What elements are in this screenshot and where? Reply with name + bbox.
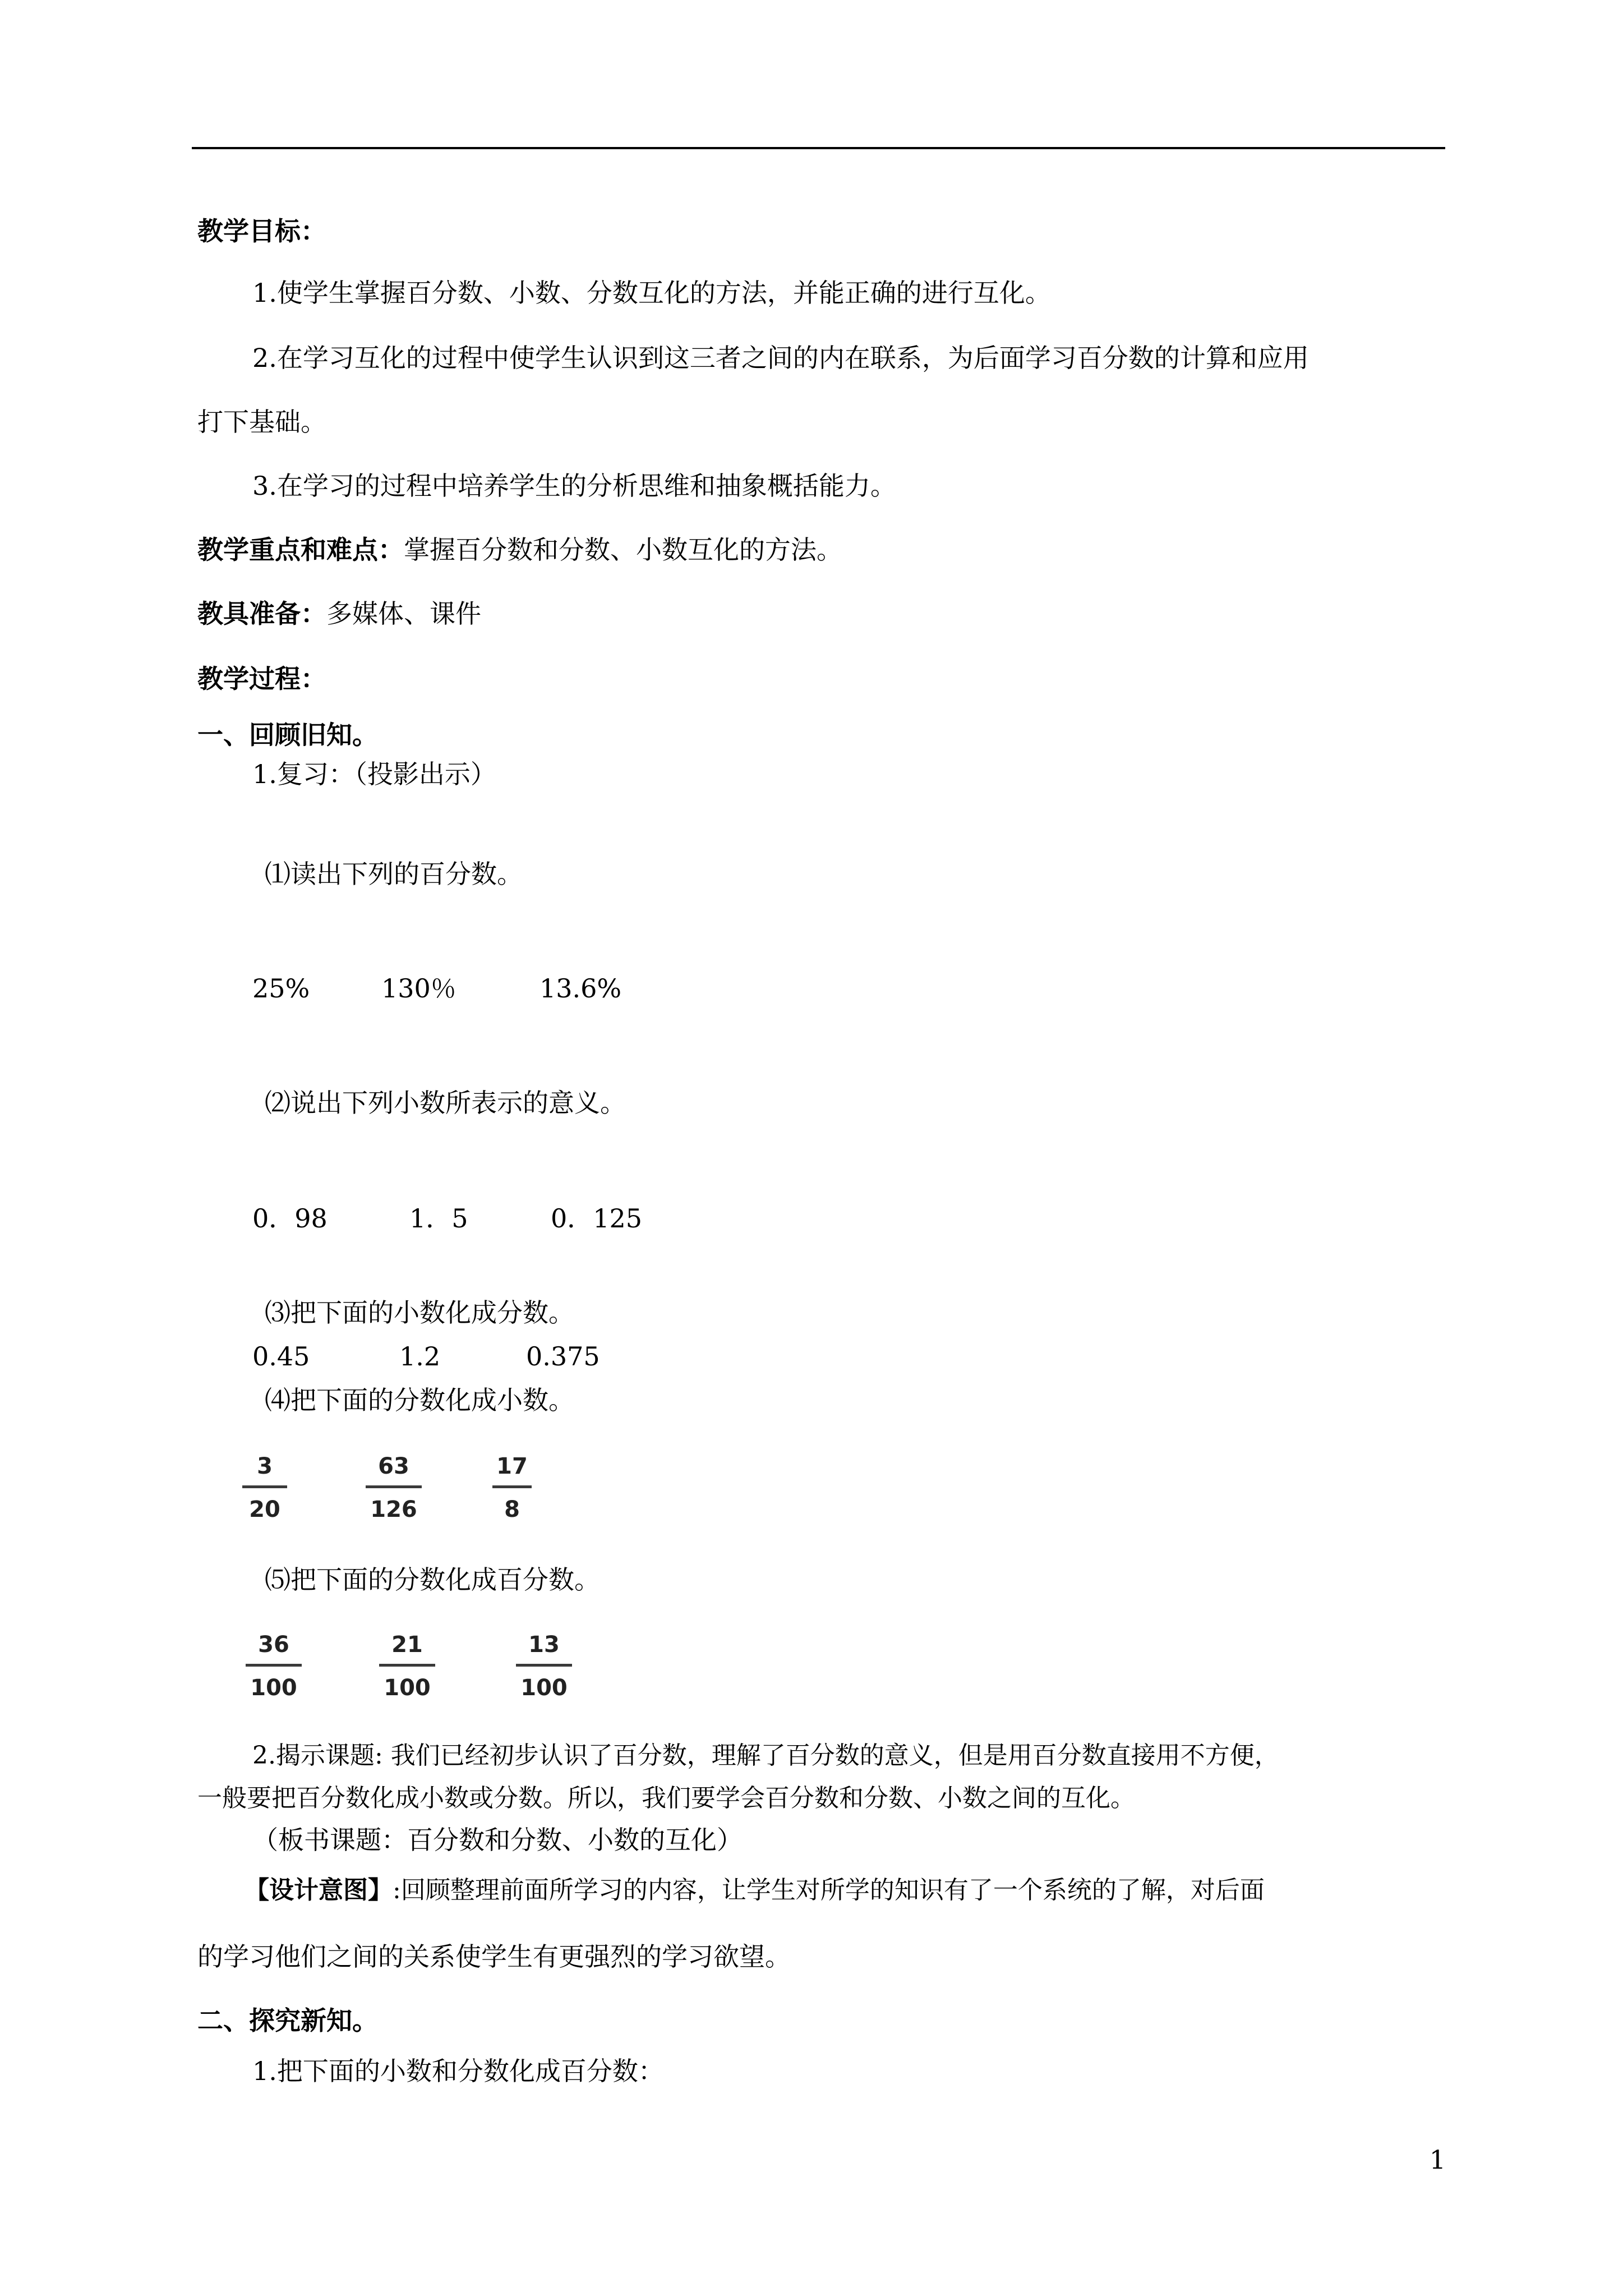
q3-value-3: 0.375 <box>526 1341 600 1372</box>
design-intent-text: :回顾整理前面所学习的内容，让学生对所学的知识有了一个系统的了解，对后面 <box>393 1876 1265 1904</box>
q3-value-2: 1.2 <box>399 1341 441 1372</box>
header-rule <box>192 147 1445 149</box>
reveal-line-2: 一般要把百分数化成小数或分数。所以，我们要学会百分数和分数、小数之间的互化。 <box>197 1784 1135 1812</box>
q1-value-2: 130％ <box>381 973 457 1004</box>
fraction-numerator: 3 <box>257 1453 273 1479</box>
q2-value-1: 0．98 <box>252 1203 328 1234</box>
question-4: ⑷把下面的分数化成小数。 <box>265 1385 574 1415</box>
fraction-bar <box>366 1485 422 1488</box>
design-intent-label: 【设计意图】 <box>245 1876 393 1904</box>
design-intent-line-1 <box>245 1874 1265 1907</box>
fraction-denominator: 20 <box>249 1497 280 1522</box>
objectives-title: 教学目标： <box>197 216 326 246</box>
q2-value-2: 1．5 <box>409 1203 468 1234</box>
keypoint-label: 教学重点和难点： <box>197 535 404 565</box>
section1-title: 一、回顾旧知。 <box>197 720 378 750</box>
fraction-3-20 <box>242 1453 287 1523</box>
fraction-numerator: 63 <box>378 1453 409 1479</box>
section2-title: 二、探究新知。 <box>197 2005 378 2036</box>
objective-1: 1.使学生掌握百分数、小数、分数互化的方法，并能正确的进行互化。 <box>252 278 1051 308</box>
fraction-13-100 <box>516 1631 572 1701</box>
fraction-21-100 <box>379 1631 435 1701</box>
reveal-line-1: 2.揭示课题: 我们已经初步认识了百分数，理解了百分数的意义，但是用百分数直接用不方便， <box>252 1741 1279 1770</box>
objective-3: 3.在学习的过程中培养学生的分析思维和抽象概括能力。 <box>252 471 896 501</box>
fraction-denominator: 8 <box>504 1497 520 1522</box>
fraction-bar <box>516 1664 572 1667</box>
explore-item-1: 1.把下面的小数和分数化成百分数： <box>252 2056 664 2086</box>
fraction-bar <box>492 1485 532 1488</box>
review-title: 1.复习：（投影出示） <box>252 759 496 789</box>
q1-value-1: 25% <box>252 973 310 1004</box>
fraction-denominator: 100 <box>520 1675 568 1701</box>
tools-text: 多媒体、课件 <box>326 599 481 629</box>
fraction-denominator: 100 <box>384 1675 431 1701</box>
page-number: 1 <box>1429 2145 1446 2175</box>
fraction-numerator: 13 <box>528 1632 560 1658</box>
fraction-63-126 <box>366 1453 422 1523</box>
fraction-denominator: 100 <box>250 1675 297 1701</box>
question-1: ⑴读出下列的百分数。 <box>265 859 523 889</box>
process-title: 教学过程： <box>197 664 326 694</box>
question-2: ⑵说出下列小数所表示的意义。 <box>265 1088 626 1118</box>
objective-2: 2.在学习互化的过程中使学生认识到这三者之间的内在联系，为后面学习百分数的计算和应用 <box>252 343 1309 373</box>
question-5: ⑸把下面的分数化成百分数。 <box>265 1565 600 1595</box>
fraction-numerator: 17 <box>496 1453 528 1479</box>
tools-label: 教具准备： <box>197 599 326 629</box>
fraction-17-8 <box>492 1453 532 1523</box>
board-title: （板书课题：百分数和分数、小数的互化） <box>252 1825 743 1855</box>
q3-value-1: 0.45 <box>252 1341 310 1372</box>
q2-value-3: 0．125 <box>551 1203 643 1234</box>
fraction-numerator: 36 <box>258 1632 289 1658</box>
tools-line <box>197 597 481 631</box>
q1-value-3: 13.6% <box>540 973 622 1004</box>
keypoint-text: 掌握百分数和分数、小数互化的方法。 <box>404 535 842 565</box>
objective-2-cont: 打下基础。 <box>197 407 326 437</box>
fraction-numerator: 21 <box>391 1632 423 1658</box>
design-intent-line-2: 的学习他们之间的关系使学生有更强烈的学习欲望。 <box>197 1941 791 1972</box>
fraction-bar <box>379 1664 435 1667</box>
keypoint-line <box>197 533 842 567</box>
fraction-denominator: 126 <box>370 1497 417 1522</box>
fraction-bar <box>242 1485 287 1488</box>
question-3: ⑶把下面的小数化成分数。 <box>265 1297 574 1328</box>
fraction-36-100 <box>246 1631 302 1701</box>
fraction-bar <box>246 1664 302 1667</box>
